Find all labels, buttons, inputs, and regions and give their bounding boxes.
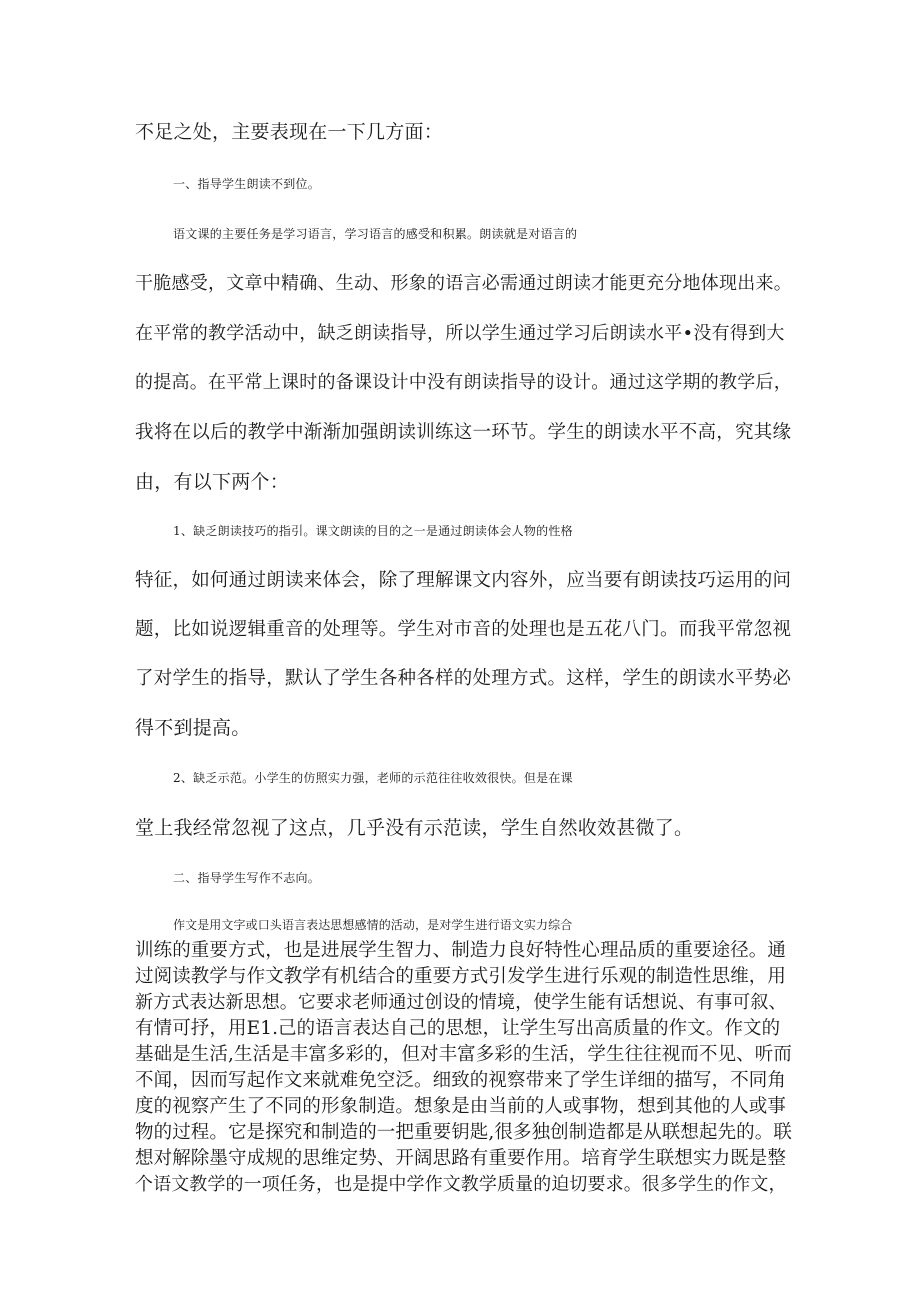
paragraph-line: 题，比如说逻辑重音的处理等。学生对市音的处理也是五花八门。而我平常忽视 (135, 619, 792, 640)
paragraph-line: 度的视察产生了不同的形象制造。想象是由当前的人或事物，想到其他的人或事 (135, 1096, 787, 1117)
paragraph-line: 我将在以后的教学中渐渐加强朗读训练这一环节。学生的朗读水平不高，究其缘 (135, 422, 792, 443)
section1-heading: 一、指导学生朗读不到位。 (173, 177, 321, 191)
paragraph-line: 基础是生活,生活是丰富多彩的，但对丰富多彩的生活，学生往往视而不见、听而 (135, 1044, 792, 1065)
paragraph-line: 作文是用文字或口头语言表达思想感情的活动，是对学生进行语文实力综合 (173, 918, 573, 932)
paragraph-line: 1、缺乏朗读技巧的指引。课文朗读的目的之一是通过朗读体会人物的性格 (173, 524, 573, 538)
paragraph-line: 由，有以下两个： (135, 471, 290, 493)
paragraph-line: 物的过程。它是探究和制造的一把重要钥匙,很多独创制造都是从联想起先的。联 (135, 1122, 792, 1143)
paragraph-line: 不闻，因而写起作文来就难免空泛。细致的视察带来了学生详细的描写，不同角 (135, 1070, 787, 1091)
paragraph-line: 训练的重要方式，也是进展学生智力、制造力良好特性心理品质的重要途径。通 (135, 940, 787, 961)
paragraph-line: 干脆感受，文章中精确、生动、形象的语言必需通过朗读才能更充分地体现出来。 (135, 273, 792, 294)
paragraph-line: 个语文教学的一项任务，也是提中学作文教学质量的迫切要求。很多学生的作文， (135, 1174, 787, 1195)
paragraph-line: 想对解除墨守成规的思维定势、开阔思路有重要作用。培育学生联想实力既是整 (135, 1148, 787, 1169)
paragraph-line: 的提高。在平常上课时的备课设计中没有朗读指导的设计。通过这学期的教学后， (135, 372, 792, 393)
paragraph-line: 在平常的教学活动中，缺乏朗读指导，所以学生通过学习后朗读水平•没有得到大 (135, 323, 785, 344)
paragraph-line: 了对学生的指导，默认了学生各种各样的处理方式。这样，学生的朗读水平势必 (135, 668, 792, 689)
paragraph-line: 过阅读教学与作文教学有机结合的重要方式引发学生进行乐观的制造性思维，用 (135, 966, 787, 987)
paragraph-line: 新方式表达新思想。它要求老师通过创设的情境，使学生能有话想说、有事可叙、 (135, 992, 787, 1013)
paragraph-line: 2、缺乏示范。小学生的仿照实力强，老师的示范往往收效很快。但是在课 (173, 771, 573, 785)
intro-line: 不足之处，主要表现在一下几方面： (135, 121, 444, 143)
paragraph-line: 特征，如何通过朗读来体会，除了理解课文内容外，应当要有朗读技巧运用的问 (135, 570, 792, 591)
section2-heading: 二、指导学生写作不志向。 (173, 871, 321, 885)
paragraph-line: 得不到提高。 (135, 717, 251, 739)
paragraph-line: 堂上我经常忽视了这点，几乎没有示范读，学生自然收效甚微了。 (135, 817, 694, 839)
paragraph-line: 语文课的主要任务是学习语言，学习语言的感受和积累。朗读就是对语言的 (173, 227, 578, 241)
paragraph-line: 有情可抒，用E1.己的语言表达自己的思想，让学生写出高质量的作文。作文的 (135, 1018, 781, 1039)
